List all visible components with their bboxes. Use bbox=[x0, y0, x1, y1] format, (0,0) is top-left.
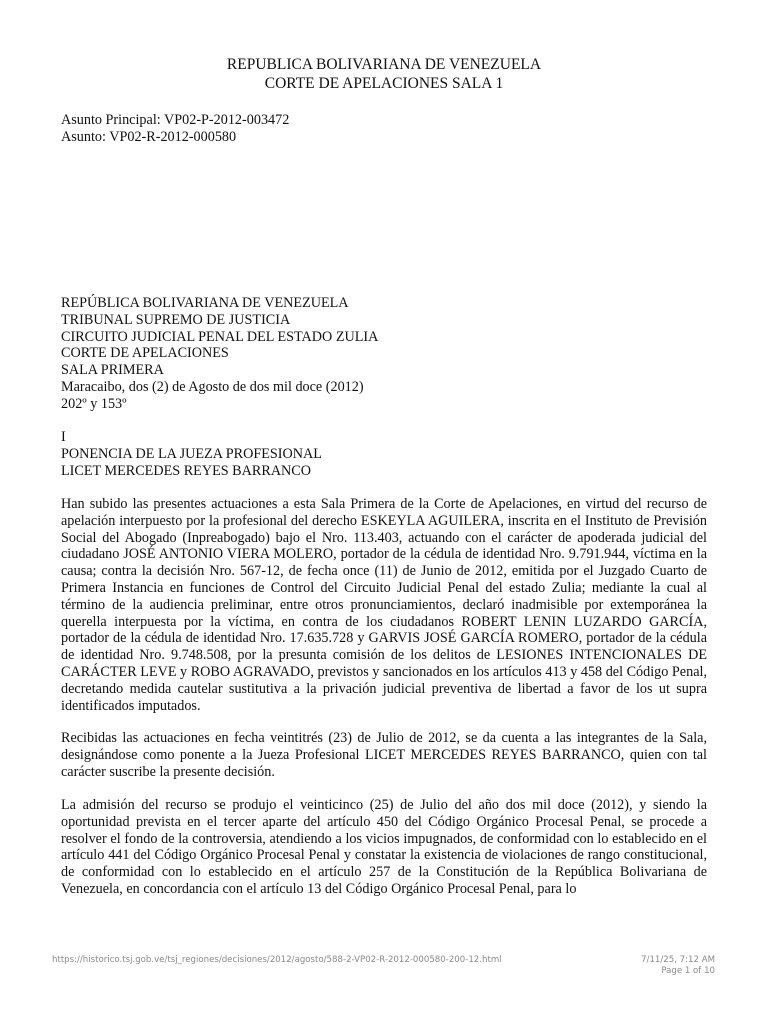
paragraph-1 bbox=[61, 496, 707, 714]
footer-page-number: Page 1 of 10 bbox=[661, 966, 715, 976]
paragraph-text: La admisión del recurso se produjo el veinticinco (25) de Julio del año dos mil doce (2012), y siendo la oportunidad prevista en el tercer aparte del artículo 450 del Código Orgánico Procesal Penal, se procede a resolver el fondo de la controversia, atendiendo a los vicios impugnados, de conformidad con lo establecido en el artículo 441 del Código Orgánico Procesal Penal y constatar la existencia de violaciones de rango constitucional, de conformidad con lo establecido en el artículo 257 de la Constitución de la República Bolivariana de Venezuela, en concordancia con el artículo 13 del Código Orgánico Procesal Penal, para lo bbox=[61, 797, 707, 897]
ponencia-title: PONENCIA DE LA JUEZA PROFESIONAL bbox=[61, 445, 322, 462]
asunto-principal: Asunto Principal: VP02-P-2012-003472 bbox=[61, 112, 290, 128]
paragraph-text: Han subido las presentes actuaciones a esta Sala Primera de la Corte de Apelaciones, en virtud del recurso de apelación interpuesto por la profesional del derecho ESKEYLA AGUILERA, inscrita en el Instituto de Previsión Social del Abogado (Inpreabogado) bajo el Nro. 113.403, actuando con el carácter de apoderada judicial del ciudadano JOSÉ ANTONIO VIERA MOLERO, portador de la cédula de identidad Nro. 9.791.944, víctima en la causa; contra la decisión Nro. 567-12, de fecha once (11) de Junio de 2012, emitida por el Juzgado Cuarto de Primera Instancia en funciones de Control del Circuito Judicial Penal del estado Zulia; mediante la cual al término de la audiencia preliminar, entre otros pronunciamientos, declaró inadmisible por extemporánea la querella interpuesta por la víctima, en contra de los ciudadanos ROBERT LENIN LUZARDO GARCÍA, portador de la cédula de identidad Nro. 17.635.728 y GARVIS JOSÉ GARCÍA ROMERO, portador de la cédula de identidad Nro. 9.748.508, por la presunta comisión de los delitos de LESIONES INTENCIONALES DE CARÁCTER LEVE y ROBO AGRAVADO, previstos y sancionados en los artículos 413 y 458 del Código Penal, decretando medida cautelar sustitutiva a la privación judicial preventiva de libertad a favor de los ut supra identificados imputados. bbox=[61, 496, 707, 714]
paragraph-text: Recibidas las actuaciones en fecha veintitrés (23) de Julio de 2012, se da cuenta a las integrantes de la Sala, designándose como ponente a la Jueza Profesional LICET MERCEDES REYES BARRANCO, quien con tal carácter suscribe la presente decisión. bbox=[61, 730, 707, 780]
court-line: CIRCUITO JUDICIAL PENAL DEL ESTADO ZULIA bbox=[61, 328, 379, 345]
section-numeral: I bbox=[61, 429, 66, 445]
ponencia-block bbox=[61, 429, 709, 479]
court-line: CORTE DE APELACIONES bbox=[61, 345, 229, 362]
decision-date: Maracaibo, dos (2) de Agosto de dos mil doce (2012) bbox=[61, 378, 364, 395]
paragraph-3 bbox=[61, 797, 707, 898]
court-heading-block bbox=[61, 295, 709, 413]
footer-url[interactable]: https://historico.tsj.gob.ve/tsj_regiones/decisiones/2012/agosto/588-2-VP02-R-2012-000580-200-12.html bbox=[52, 955, 502, 965]
court-line: REPÚBLICA BOLIVARIANA DE VENEZUELA bbox=[61, 295, 349, 311]
footer-datetime: 7/11/25, 7:12 AM bbox=[641, 955, 715, 965]
header-title: REPUBLICA BOLIVARIANA DE VENEZUELA bbox=[226, 56, 542, 73]
years-line: 202º y 153º bbox=[61, 395, 127, 412]
court-line: TRIBUNAL SUPREMO DE JUSTICIA bbox=[61, 311, 291, 328]
ponencia-judge-name: LICET MERCEDES REYES BARRANCO bbox=[61, 462, 312, 479]
asunto-block bbox=[61, 112, 709, 146]
court-line: SALA PRIMERA bbox=[61, 362, 164, 379]
header-subtitle: CORTE DE APELACIONES SALA 1 bbox=[264, 75, 504, 92]
paragraph-2 bbox=[61, 730, 707, 780]
asunto-secundario: Asunto: VP02-R-2012-000580 bbox=[61, 128, 237, 145]
